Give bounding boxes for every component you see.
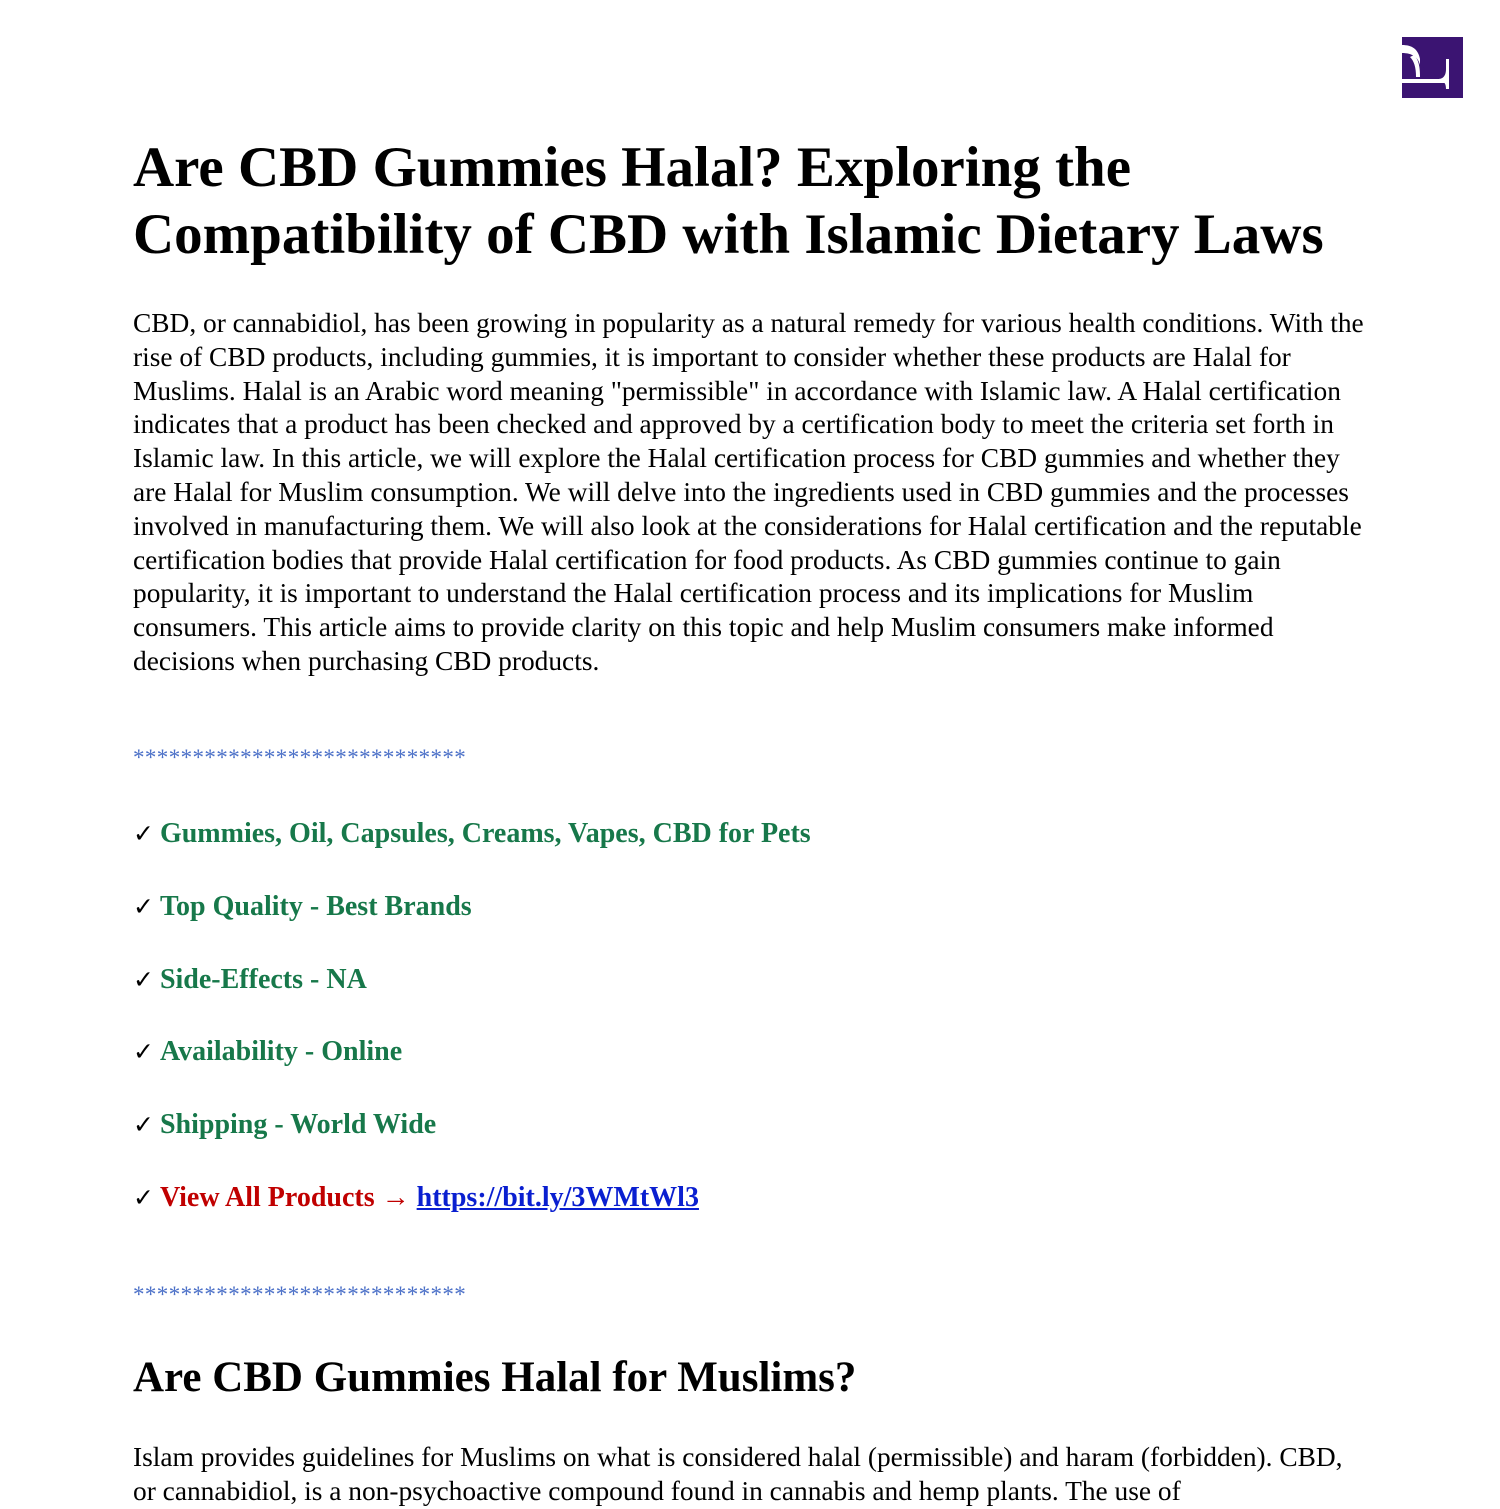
separator-top: **************************** [133,745,467,770]
publisher-logo-icon[interactable] [1402,37,1463,98]
view-all-products-cta [133,1181,699,1215]
checkmark-icon: ✓ [133,1183,154,1212]
checkmark-icon: ✓ [133,1037,154,1066]
feature-item [133,963,367,997]
section-heading: Are CBD Gummies Halal for Muslims? [133,1354,857,1401]
checkmark-icon: ✓ [133,965,154,994]
section-paragraph: Islam provides guidelines for Muslims on what is considered halal (permissible) and haram (forbidden). CBD, or cannabidiol, is a non-psychoactive compound found in cannabis and hemp plants. The use of [133,1442,1343,1506]
checkmark-icon: ✓ [133,892,154,921]
checkmark-icon: ✓ [133,1110,154,1139]
article-title: Are CBD Gummies Halal? Exploring the Compatibility of CBD with Islamic Dietary Laws [133,136,1324,266]
feature-text: Side-Effects - NA [159,964,367,995]
feature-text: Top Quality - Best Brands [159,891,472,922]
feature-item [133,890,472,924]
feature-item [133,1035,402,1069]
checkmark-icon: ✓ [133,819,154,848]
cta-label: View All Products → [159,1182,410,1213]
feature-text: Availability - Online [159,1036,403,1067]
feature-text: Shipping - World Wide [159,1109,437,1140]
feature-text: Gummies, Oil, Capsules, Creams, Vapes, CBD for Pets [159,818,811,849]
products-link[interactable]: https://bit.ly/3WMtWl3 [416,1182,699,1213]
feature-item [133,817,811,851]
separator-bottom: **************************** [133,1282,467,1307]
feature-item [133,1108,436,1142]
intro-paragraph: CBD, or cannabidiol, has been growing in popularity as a natural remedy for various health conditions. With the rise of CBD products, including gummies, it is important to consider whether these products are Halal for Muslims. Halal is an Arabic word meaning "permissible" in accordance with Islamic law. A Halal certification indicates that a product has been checked and approved by a certification body to meet the criteria set forth in Islamic law. In this article, we will explore the Halal certification process for CBD gummies and whether they are Halal for Muslim consumption. We will delve into the ingredients used in CBD gummies and the processes involved in manufacturing them. We will also look at the considerations for Halal certification and the reputable certification bodies that provide Halal certification for food products. As CBD gummies continue to gain popularity, it is important to understand the Halal certification process and its implications for Muslim consumers. This article aims to provide clarity on this topic and help Muslim consumers make informed decisions when purchasing CBD products. [133,308,1364,676]
